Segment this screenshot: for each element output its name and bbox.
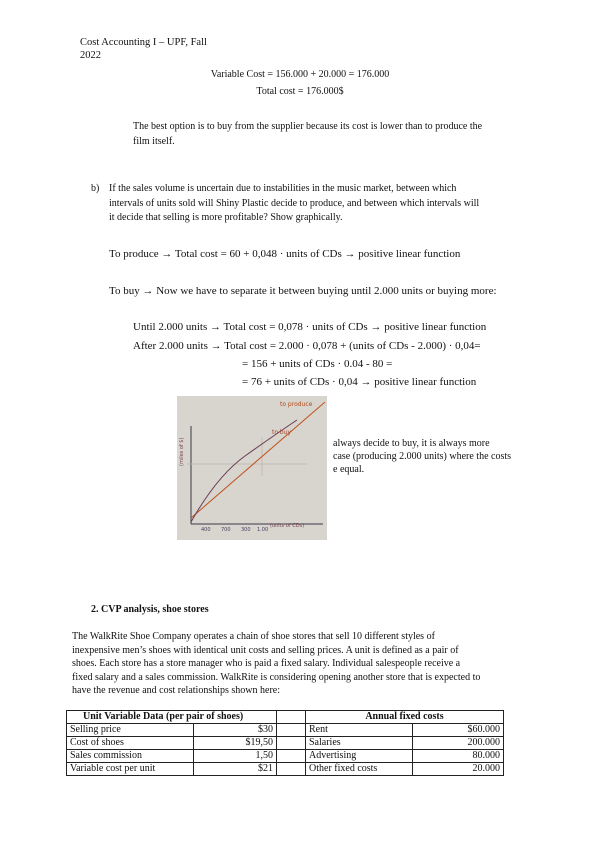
gap-cell: [277, 711, 306, 724]
after-step-1: = 156 + units of CDs · 0.04 - 80 =: [242, 358, 393, 370]
paragraph-line: have the revenue and cost relationships shown here:: [72, 685, 280, 696]
left-label: Variable cost per unit: [67, 763, 194, 776]
gap-cell: [277, 750, 306, 763]
conclusion-text: [133, 120, 533, 149]
right-value: 80.000: [413, 750, 504, 763]
right-value: 20.000: [413, 763, 504, 776]
caption-line: always decide to buy, it is always more: [333, 438, 490, 449]
caption-line: case (producing 2.000 units) where the costs: [333, 451, 512, 462]
right-value: 200.000: [413, 737, 504, 750]
left-label: Sales commission: [67, 750, 194, 763]
left-header: Unit Variable Data (per pair of shoes): [67, 711, 277, 724]
paragraph-line: The WalkRite Shoe Company operates a chain of shoe stores that sell 10 different styles of: [72, 631, 435, 642]
gap-cell: [277, 763, 306, 776]
right-value: $60.000: [413, 724, 504, 737]
paragraph-line: shoes. Each store has a store manager who is paid a fixed salary. Individual salespeople receive a: [72, 658, 461, 669]
paragraph-line: inexpensive men’s shoes with identical unit costs and selling prices. A unit is defined as a pair of: [72, 644, 459, 656]
question-b-label: b): [91, 183, 100, 194]
right-label: Other fixed costs: [306, 763, 413, 776]
graph-caption: [333, 437, 553, 476]
graph-svg: [177, 396, 327, 540]
until-equation: Until 2.000 units → Total cost = 0,078 · units of CDs → positive linear function: [133, 321, 487, 333]
y-axis-label: (miles of $): [179, 437, 185, 466]
x-tick: 300: [241, 527, 251, 533]
table-row: [67, 724, 504, 737]
after-equation: After 2.000 units → Total cost = 2.000 · 0,078 + (units of CDs - 2.000) · 0,04=: [133, 340, 481, 352]
label-produce: to produce: [280, 401, 313, 408]
gap-cell: [277, 737, 306, 750]
gap-cell: [277, 724, 306, 737]
left-value: 1,50: [193, 750, 276, 763]
paper-bg: [177, 396, 327, 540]
question-line: it decide that selling is more profitable? Show graphically.: [109, 212, 343, 223]
right-label: Rent: [306, 724, 413, 737]
left-label: Selling price: [67, 724, 194, 737]
table-header-row: [67, 711, 504, 724]
left-label: Cost of shoes: [67, 737, 194, 750]
x-tick: 700: [221, 527, 231, 533]
left-value: $21: [193, 763, 276, 776]
table-row: [67, 737, 504, 750]
after-step-2: = 76 + units of CDs · 0,04 → positive linear function: [242, 376, 477, 388]
x-tick: 400: [201, 527, 211, 533]
total-cost-line: Total cost = 176.000$: [256, 86, 344, 97]
question-b-text: [109, 182, 529, 226]
page-header-year: 2022: [80, 50, 101, 61]
right-header: Annual fixed costs: [306, 711, 504, 724]
left-value: $19,50: [193, 737, 276, 750]
paragraph-line: fixed salary and a sales commission. WalkRite is considering opening another store that is expected to: [72, 671, 481, 683]
question-line: If the sales volume is uncertain due to instabilities in the music market, between which: [109, 183, 457, 194]
section-paragraph: [72, 630, 528, 698]
cost-data-table: [66, 710, 504, 776]
left-value: $30: [193, 724, 276, 737]
x-tick: 1.00: [257, 527, 269, 533]
x-axis-label: (units of CDs): [270, 523, 305, 529]
table-row: [67, 750, 504, 763]
section-title: 2. CVP analysis, shoe stores: [91, 604, 209, 615]
right-label: Salaries: [306, 737, 413, 750]
table-row: [67, 763, 504, 776]
question-line: intervals of units sold will Shiny Plastic decide to produce, and between which intervals will: [109, 197, 480, 209]
hand-drawn-graph: [177, 396, 327, 540]
produce-equation: To produce → Total cost = 60 + 0,048 · units of CDs → positive linear function: [109, 248, 461, 260]
buy-intro: To buy → Now we have to separate it between buying until 2.000 units or buying more:: [109, 285, 497, 297]
variable-cost-line: Variable Cost = 156.000 + 20.000 = 176.000: [210, 69, 390, 80]
page-header: Cost Accounting I – UPF, Fall: [80, 37, 207, 48]
right-label: Advertising: [306, 750, 413, 763]
conclusion-line: The best option is to buy from the supplier because its cost is lower than to produce the: [133, 121, 483, 132]
label-buy: to buy: [272, 429, 292, 436]
caption-line: e equal.: [333, 464, 365, 475]
conclusion-line: film itself.: [133, 135, 175, 147]
